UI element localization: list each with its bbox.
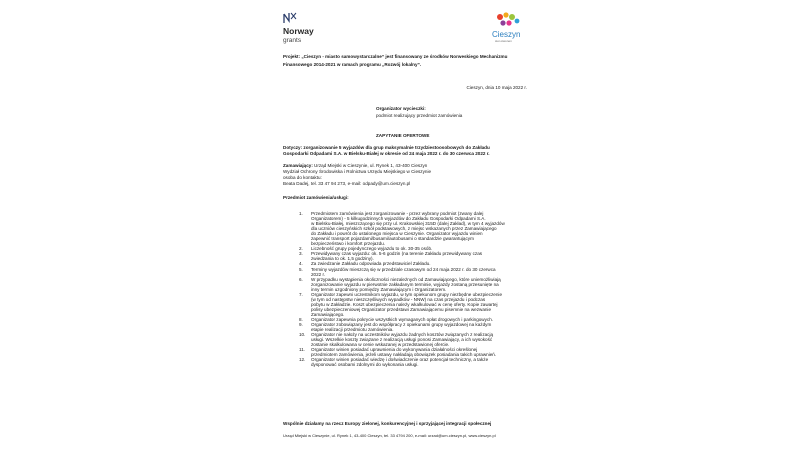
list-item-line: (w tym od następstw nieszczęśliwych wypadków - NNW) na czas przejazdu i podczas [311, 296, 486, 302]
list-item-line: Organizator zobowiązany jest do współpracy z opiekunami grupy wyjazdowej na każdym [311, 322, 492, 328]
list-item-number: 12. [299, 357, 306, 363]
footer-address: Urząd Miejski w Cieszynie, ul. Rynek 1, 43-400 Cieszyn, tel. 33 4794 200, e-mail: urzad@um.cieszyn.pl, www.cieszyn.pl [283, 433, 496, 438]
client-line-3: osoba do kontaktu: [283, 175, 322, 180]
list-item [299, 251, 527, 261]
project-note-line-1: Projekt: „Cieszyn - miasto samowystarczalne” jest finansowany ze środków Norweskiego Mechanizmu [283, 54, 508, 59]
list-item-line: Organizator nie nałoży na uczestników wyjazdu żadnych kosztów związanych z realizacją [311, 332, 494, 338]
organizer-subtitle: podmiot realizujący przedmiot zamówienia [376, 113, 463, 118]
list-item-line: zapewnić transport pojazdami/busami/autobusami o standardzie gwarantującym [311, 236, 474, 242]
list-item-line: 2022 r. [311, 271, 326, 277]
list-item-number: 5. [299, 266, 303, 272]
organizer-title: Organizator wycieczki: [376, 106, 426, 111]
list-item-line: Przewidywany czas wyjazdu: ok. 5-6 godzin (na terenie Zakładu przewidywany czas [311, 251, 483, 257]
list-item-line: dysponować osobami zdolnymi do wykonania usługi. [311, 362, 419, 368]
list-item-line: dla uczniów cieszyńskich szkół podstawowych, z miejsc wskazanych przez Zamawiającego [311, 226, 497, 232]
list-item [299, 332, 527, 347]
list-item-number: 4. [299, 261, 303, 267]
client-line-1: Urząd Miejski w Cieszynie, ul. Rynek 1, 43-400 Cieszyn [314, 163, 428, 168]
list-item-line: Przedmiotem zamówienia jest zorganizowanie - przez wybrany podmiot (zwany dalej [311, 211, 484, 216]
list-item-line: etapie realizacji przedmiotu zamówienia. [311, 327, 394, 333]
scope-list [299, 211, 527, 367]
list-item-line: do Zakładu i powrót do ustalonego miejsca w Cieszynie. Organizator wyjazdu winien [311, 231, 483, 237]
scope-heading: Przedmiot zamówienia/usługi: [283, 195, 349, 200]
list-item-number: 9. [299, 322, 303, 328]
subject-line-1: Dotyczy: zorganizowanie 5 wyjazdów dla grup maksymalnie trzydziestoosobowych do Zakładu [283, 145, 490, 150]
list-item-line: przedmiotem zamówienia, jeżeli ustawy nakładają obowiązek posiadania takich uprawnień. [311, 352, 497, 358]
list-item-number: 7. [299, 291, 303, 297]
list-item-line: Liczebność grupy pojedynczego wyjazdu to ok. 30-35 osób. [311, 246, 433, 252]
footer-slogan: Wspólnie działamy na rzecz Europy zielonej, konkurencyjnej i sprzyjającej integracji społecznej [283, 421, 492, 426]
cieszyn-logo [489, 12, 527, 48]
list-item-number: 8. [299, 316, 303, 322]
list-item [299, 211, 527, 246]
list-item-number: 1. [299, 211, 303, 216]
list-item-line: usługi. Wszelkie koszty związane z realizacją usługi ponosi Zamawiający, a ich wysokość [311, 337, 493, 343]
client-label: Zamawiający: [283, 163, 313, 168]
list-item [299, 267, 527, 277]
document-date: Cieszyn, dnia 10 maja 2022 r. [466, 85, 527, 90]
list-item [299, 292, 527, 317]
client-line-4: Beata Dadej, tel. 33 47 94 273, e-mail: odpady@um.cieszyn.pl [283, 181, 411, 186]
client-line-2: Wydział Ochrony Środowiska i Rolnictwa Urzędu Miejskiego w Cieszynie [283, 169, 432, 174]
list-item-line: Organizator winien posiadać wiedzę i doświadczenie oraz potencjał techniczny, a także [311, 357, 489, 363]
list-item-number: 10. [299, 332, 306, 338]
cieszyn-logo-sub: stoi otworem [495, 39, 513, 43]
list-item-number: 2. [299, 246, 303, 252]
list-item [299, 277, 527, 292]
list-item-line: Organizator zapewnia pokrycie wszystkich wymaganych opłat drogowych i parkingowych. [311, 316, 494, 322]
list-item [299, 357, 527, 367]
list-item-line: Terminy wyjazdów mieszczą się w przedziale czasowym od 24 maja 2022 r. do 30 czerwca [311, 266, 496, 272]
list-item-line: polisy ubezpieczeniowej Organizator przedstawi Zamawiającemu pisemnie na wezwanie [311, 306, 492, 312]
list-item-line: inny termin uzgodniony pomiędzy Zamawiającym i Organizatorem. [311, 286, 447, 292]
list-item [299, 322, 527, 332]
list-item-line: zostanie skalkulowana w cenie wskazanej w przedstawionej ofercie. [311, 342, 450, 348]
list-item-line: w Bielsku-Białej, mieszczącego się przy ul. Krakowskiej 315D (dalej Zakład), w tym 4 wyjazdów [311, 221, 505, 227]
document-heading: ZAPYTANIE OFERTOWE [376, 133, 430, 138]
list-item-line: Zamawiającego. [311, 311, 345, 317]
cieszyn-logo-name: Cieszyn [492, 30, 521, 39]
list-item [299, 347, 527, 357]
norway-grants-logo [283, 12, 323, 48]
list-item-line: zwiedzania to ok. 1,5 godziny). [311, 256, 374, 262]
document-page [274, 0, 536, 450]
list-item-number: 11. [299, 347, 306, 353]
subject-line-2: Gospodarki Odpadami S.A. w Bielsku-Białej w okresie od 24 maja 2022 r. do 30 czerwca 2022 r. [283, 151, 490, 156]
norway-logo-name: Norway [283, 26, 314, 36]
list-item-line: W przypadku wystąpienia okoliczności niezależnych od Zamawiającego, które uniemożliwiają [311, 276, 501, 282]
list-item-line: Organizatorem) - 5 kilkugodzinnych wyjazdów do Zakładu Gospodarki Odpadami S.A. [311, 216, 486, 222]
list-item-line: Organizator zapewni uczestnikom wyjazdu, w tym opiekunom grupy niezbędne ubezpieczenie [311, 291, 502, 297]
project-note-line-2: Finansowego 2014-2021 w ramach programu „Rozwój lokalny”. [283, 62, 422, 67]
norway-grants-mark-icon [283, 12, 297, 24]
cieszyn-dots-icon [496, 12, 520, 28]
list-item-line: pobytu w Zakładzie. Koszt ubezpieczenia należy wkalkulować w cenę oferty. Kopie zawartej [311, 301, 498, 307]
list-item-line: zorganizowanie wyjazdu w pierwotnie zakładanym terminie, wyjazdy zostaną przesunięte na [311, 281, 499, 287]
list-item-line: Organizator winien posiadać uprawnienia do wykonywania działalności określonej [311, 347, 478, 353]
list-item-number: 6. [299, 276, 303, 282]
list-item-number: 3. [299, 251, 303, 257]
norway-logo-sub: grants [283, 37, 302, 44]
list-item-line: bezpieczeństwo i komfort przejazdu. [311, 241, 386, 247]
list-item-line: Za zwiedzanie Zakładu odpowiada przedstawiciel Zakładu. [311, 261, 431, 267]
